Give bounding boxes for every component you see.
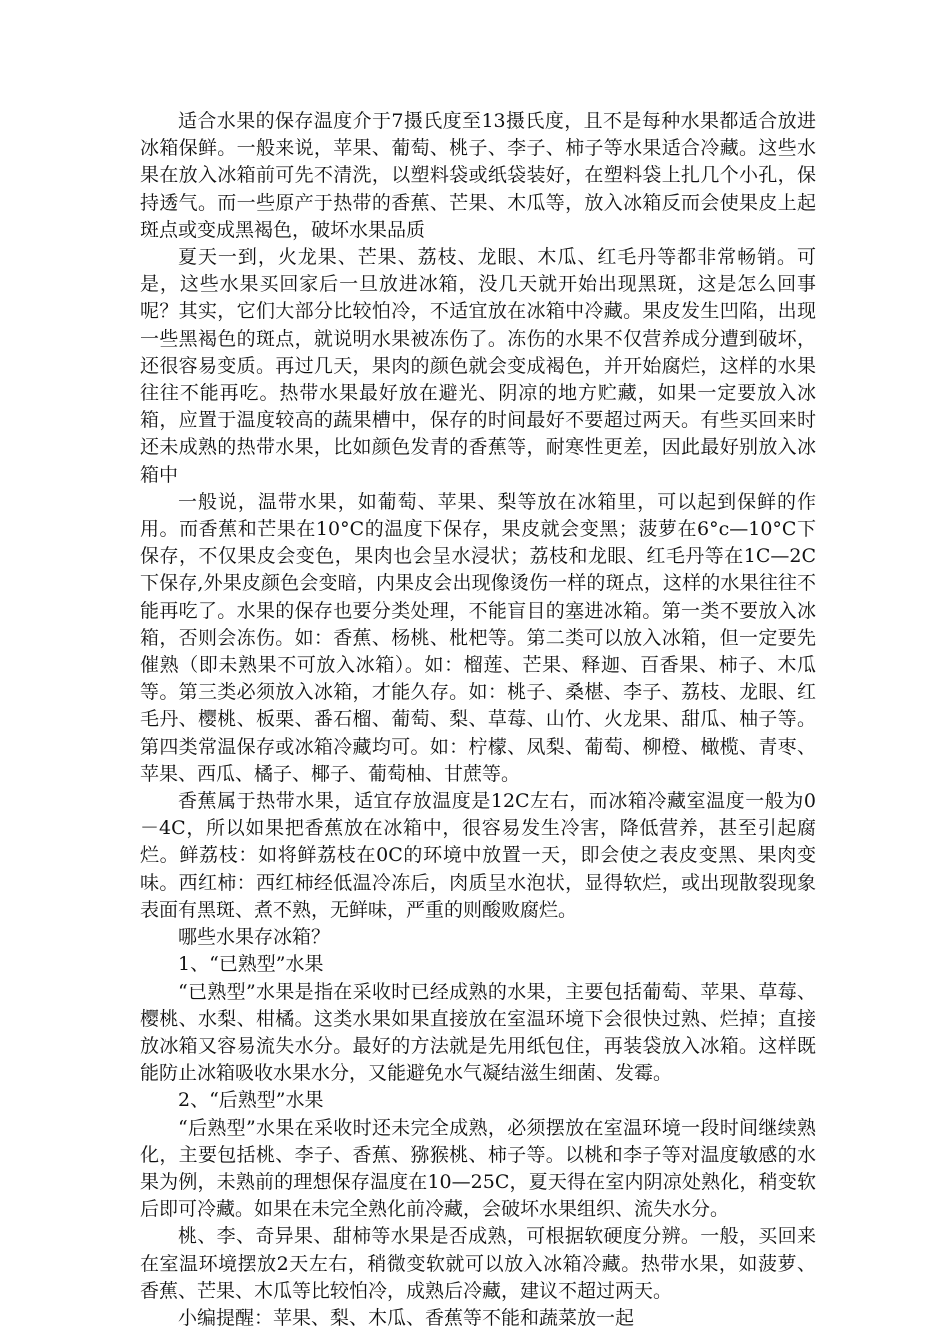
paragraph-editor-reminder: 小编提醒：苹果、梨、木瓜、香蕉等不能和蔬菜放一起: [178, 1306, 635, 1329]
subheading-ripe-type: 1、“已熟型”水果: [178, 953, 324, 976]
paragraph-ripe-type: “已熟型”水果是指在采收时已经成熟的水果，主要包括葡萄、苹果、草莓、樱桃、水梨、柑橘。这类水果如果直接放在室温环境下会很快过熟、烂掉；直接放冰箱又容易流失水分。最好的方法就是先用纸包住，再装袋放入冰箱。这样既能防止冰箱吸收水果水分，又能避免水气凝结滋生细菌、发霉。: [140, 980, 816, 1085]
section-heading-which-fruits: 哪些水果存冰箱？: [178, 926, 331, 949]
paragraph-banana-litchi-tomato: 香蕉属于热带水果，适宜存放温度是12C左右，而冰箱冷藏室温度一般为0－4C，所以如果把香蕉放在冰箱中，很容易发生冷害，降低营养，甚至引起腐烂。鲜荔枝：如将鲜荔枝在0C的环境中放置一天，即会使之表皮变黑、果肉变味。西红柿：西红柿经低温冷冻后，肉质呈水泡状，显得软烂，或出现散裂现象表面有黑斑、煮不熟，无鲜味，严重的则酸败腐烂。: [140, 790, 816, 921]
paragraph-storage-temperature: 适合水果的保存温度介于7摄氏度至13摄氏度，且不是每种水果都适合放进冰箱保鲜。一般来说，苹果、葡萄、桃子、李子、柿子等水果适合冷藏。这些水果在放入冰箱前可先不清洗，以塑料袋或纸袋装好，在塑料袋上扎几个小孔，保持透气。而一些原产于热带的香蕉、芒果、木瓜等，放入冰箱反而会使果皮上起斑点或变成黑褐色，破坏水果品质: [140, 110, 816, 241]
subheading-post-ripening-type: 2、“后熟型”水果: [178, 1089, 324, 1112]
paragraph-fruit-categories: 一般说，温带水果，如葡萄、苹果、梨等放在冰箱里，可以起到保鲜的作用。而香蕉和芒果在10°C的温度下保存，果皮就会变黑；菠萝在6°c—10°C下保存，不仅果皮会变色，果肉也会呈水浸状；荔枝和龙眼、红毛丹等在1C—2C下保存,外果皮颜色会变暗，内果皮会出现像烫伤一样的斑点，这样的水果往往不能再吃了。水果的保存也要分类处理，不能盲目的塞进冰箱。第一类不要放入冰箱，否则会冻伤。如：香蕉、杨桃、枇杷等。第二类可以放入冰箱，但一定要先催熟（即未熟果不可放入冰箱）。如：榴莲、芒果、释迦、百香果、柿子、木瓜等。第三类必须放入冰箱，才能久存。如：桃子、桑椹、李子、荔枝、龙眼、红毛丹、樱桃、板栗、番石榴、葡萄、梨、草莓、山竹、火龙果、甜瓜、柚子等。第四类常温保存或冰箱冷藏均可。如：柠檬、凤梨、葡萄、柳橙、橄榄、青枣、苹果、西瓜、橘子、椰子、葡萄柚、甘蔗等。: [140, 490, 816, 785]
paragraph-tropical-fruit-blackspots: 夏天一到，火龙果、芒果、荔枝、龙眼、木瓜、红毛丹等都非常畅销。可是，这些水果买回家后一旦放进冰箱，没几天就开始出现黑斑，这是怎么回事呢？其实，它们大部分比较怕冷，不适宜放在冰箱中冷藏。果皮发生凹陷，出现一些黑褐色的斑点，就说明水果被冻伤了。冻伤的水果不仅营养成分遭到破坏，还很容易变质。再过几天，果肉的颜色就会变成褐色，并开始腐烂，这样的水果往往不能再吃。热带水果最好放在避光、阴凉的地方贮藏，如果一定要放入冰箱，应置于温度较高的蔬果槽中，保存的时间最好不要超过两天。有些买回来时还未成熟的热带水果，比如颜色发青的香蕉等，耐寒性更差，因此最好别放入冰箱中: [140, 246, 816, 486]
paragraph-ripeness-check: 桃、李、奇异果、甜柿等水果是否成熟，可根据软硬度分辨。一般，买回来在室温环境摆放2天左右，稍微变软就可以放入冰箱冷藏。热带水果，如菠萝、香蕉、芒果、木瓜等比较怕冷，成熟后冷藏，建议不超过两天。: [140, 1225, 816, 1302]
document-body: [140, 108, 816, 1332]
paragraph-post-ripening-type: “后熟型”水果在采收时还未完全成熟，必须摆放在室温环境一段时间继续熟化，主要包括桃、李子、香蕉、猕猴桃、柿子等。以桃和李子等对温度敏感的水果为例，未熟前的理想保存温度在10—25C，夏天得在室内阴凉处熟化，稍变软后即可冷藏。如果在未完全熟化前冷藏，会破坏水果组织、流失水分。: [140, 1116, 816, 1221]
